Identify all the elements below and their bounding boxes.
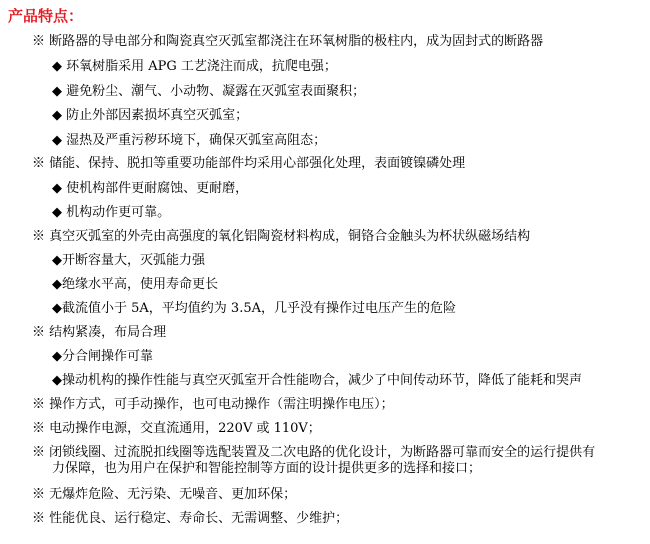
feature-subline: ◆ 防止外部因素损坏真空灭弧室； — [52, 108, 249, 123]
feature-line: ※ 结构紧凑，布局合理 — [32, 325, 167, 340]
feature-subline: ◆ 环氧树脂采用 APG 工艺浇注而成，抗爬电强； — [52, 59, 337, 74]
feature-subline: ◆ 避免粉尘、潮气、小动物、凝露在灭弧室表面聚积； — [52, 84, 366, 99]
feature-line: ※ 断路器的导电部分和陶瓷真空灭弧室都浇注在环氧树脂的极柱内，成为固封式的断路器 — [32, 34, 544, 49]
feature-subline: ◆分合闸操作可靠 — [52, 349, 153, 364]
feature-subline: ◆ 湿热及严重污秽环境下，确保灭弧室高阻态； — [52, 133, 327, 148]
feature-line: ※ 闭锁线圈、过流脱扣线圈等选配装置及二次电路的优化设计，为断路器可靠而安全的运行提供有 — [32, 445, 596, 460]
feature-line: ※ 储能、保持、脱扣等重要功能部件均采用心部强化处理，表面镀镍磷处理 — [32, 156, 466, 171]
feature-line-continuation: 力保障，也为用户在保护和智能控制等方面的设计提供更多的选择和接口； — [52, 461, 482, 476]
feature-line: ※ 真空灭弧室的外壳由高强度的氧化铝陶瓷材料构成，铜铬合金触头为杯状纵磁场结构 — [32, 229, 531, 244]
feature-subline: ◆操动机构的操作性能与真空灭弧室开合性能吻合，减少了中间传动环节，降低了能耗和哭声 — [52, 373, 582, 388]
feature-subline: ◆绝缘水平高，使用寿命更长 — [52, 277, 218, 292]
feature-line: ※ 电动操作电源，交直流通用，220V 或 110V； — [32, 421, 321, 436]
feature-line: ※ 操作方式，可手动操作，也可电动操作（需注明操作电压）； — [32, 397, 394, 412]
feature-line: ※ 性能优良、运行稳定、寿命长、无需调整、少维护； — [32, 511, 349, 526]
feature-subline: ◆开断容量大，灭弧能力强 — [52, 253, 205, 268]
page-title: 产品特点： — [8, 7, 84, 25]
feature-line: ※ 无爆炸危险、无污染、无噪音、更加环保； — [32, 487, 297, 502]
feature-subline: ◆ 机构动作更可靠。 — [52, 205, 171, 220]
feature-subline: ◆ 使机构部件更耐腐蚀、更耐磨， — [52, 181, 249, 196]
feature-subline: ◆截流值小于 5A，平均值约为 3.5A，几乎没有操作过电压产生的危险 — [52, 301, 456, 316]
